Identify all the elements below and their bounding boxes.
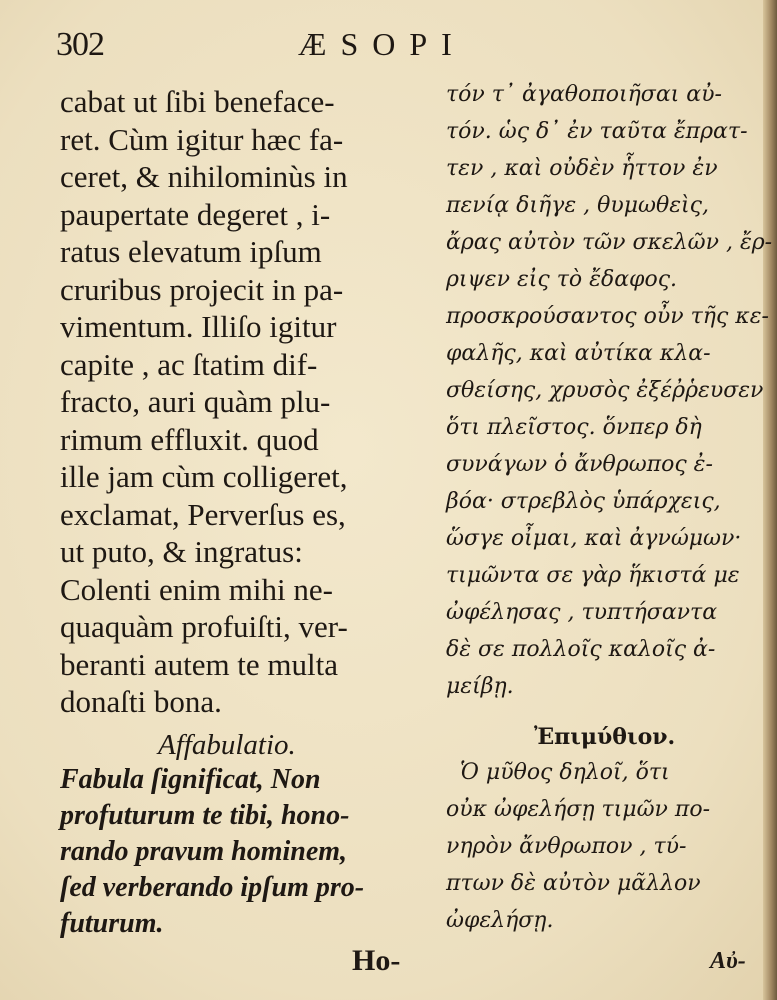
greek-line: ριψεν εἰς τὸ ἔδαφος.: [446, 267, 678, 292]
moral-line-greek: ὠφελήσῃ.: [446, 908, 554, 933]
moral-heading-latin: Affabulatio.: [158, 729, 296, 761]
greek-line: τιμῶντα σε γὰρ ἥκιστά με: [446, 563, 740, 588]
latin-line: ceret, & nihilominùs in: [60, 159, 348, 194]
latin-line: Colenti enim mihi ne-: [60, 572, 333, 607]
greek-line: προσκρούσαντος οὖν τῆς κε-: [446, 304, 769, 329]
greek-line: τόν. ὡς δ᾽ ἐν ταῦτα ἔπρατ-: [446, 119, 748, 144]
moral-line-greek: πτων δὲ αὐτὸν μᾶλλον: [446, 871, 701, 896]
greek-line: σθείσης, χρυσὸς ἐξέῤῥευσεν: [446, 378, 764, 403]
latin-line: ut puto, & ingratus:: [60, 534, 303, 569]
moral-line-latin: futurum.: [60, 908, 164, 939]
greek-line: ὥσγε οἶμαι, καὶ ἀγνώμων·: [446, 526, 742, 551]
greek-line: πενίᾳ διῆγε , θυμωθεὶς,: [446, 193, 709, 218]
moral-line-latin: profuturum te tibi, hono-: [60, 800, 350, 831]
latin-line: vimentum. Illiſo igitur: [60, 309, 337, 344]
greek-line: ὅτι πλεῖστος. ὅνπερ δὴ: [446, 415, 702, 440]
greek-line: δὲ σε πολλοῖς καλοῖς ἀ-: [446, 637, 716, 662]
latin-line: quaquàm profuiſti, ver-: [60, 609, 348, 644]
page-number: 302: [56, 26, 104, 63]
latin-line: cruribus projecit in pa-: [60, 272, 344, 307]
moral-line-greek: οὐκ ὠφελήσῃ τιμῶν πο-: [446, 797, 711, 822]
latin-line: fracto, auri quàm plu-: [60, 384, 331, 419]
catchword-greek: Αὐ-: [710, 948, 746, 974]
greek-line: ὠφέλησας , τυπτήσαντα: [446, 600, 718, 625]
moral-line-greek: Ὁ μῦθος δηλοῖ, ὅτι: [460, 760, 670, 785]
catchword-latin: Ho-: [352, 944, 401, 977]
latin-line: ratus elevatum ipſum: [60, 234, 322, 269]
greek-line: ἄρας αὐτὸν τῶν σκελῶν , ἔρ-: [446, 230, 773, 255]
moral-line-latin: Fabula ſignificat, Non: [60, 764, 321, 795]
moral-line-greek: νηρὸν ἄνθρωπον , τύ-: [446, 834, 687, 859]
latin-line: ille jam cùm colligeret,: [60, 459, 348, 494]
latin-line: capite , ac ſtatim dif-: [60, 347, 318, 382]
greek-line: συνάγων ὁ ἄνθρωπος ἐ-: [446, 452, 713, 477]
latin-line: rimum effluxit. quod: [60, 422, 319, 457]
latin-line: donaſti bona.: [60, 684, 222, 719]
binding-edge: [763, 0, 777, 1000]
greek-line: τεν , καὶ οὐδὲν ἧττον ἐν: [446, 156, 718, 181]
greek-line: φαλῆς, καὶ αὐτίκα κλα-: [446, 341, 711, 366]
latin-line: ret. Cùm igitur hæc fa-: [60, 122, 344, 157]
latin-line: paupertate degeret , i-: [60, 197, 331, 232]
moral-line-latin: ſed verberando ipſum pro-: [60, 872, 365, 903]
latin-line: cabat ut ſibi beneface-: [60, 84, 335, 119]
running-head: ÆSOPI: [298, 26, 466, 62]
greek-line: βόα· στρεβλὸς ὑπάρχεις,: [446, 489, 721, 514]
latin-line: exclamat, Perverſus es,: [60, 497, 346, 532]
moral-heading-greek: Ἐπιμύθιον.: [534, 724, 676, 750]
moral-line-latin: rando pravum hominem,: [60, 836, 348, 867]
greek-line: μείβῃ.: [446, 674, 514, 699]
greek-line: τόν τ᾽ ἀγαθοποιῆσαι αὐ-: [446, 82, 722, 107]
latin-line: beranti autem te multa: [60, 647, 339, 682]
